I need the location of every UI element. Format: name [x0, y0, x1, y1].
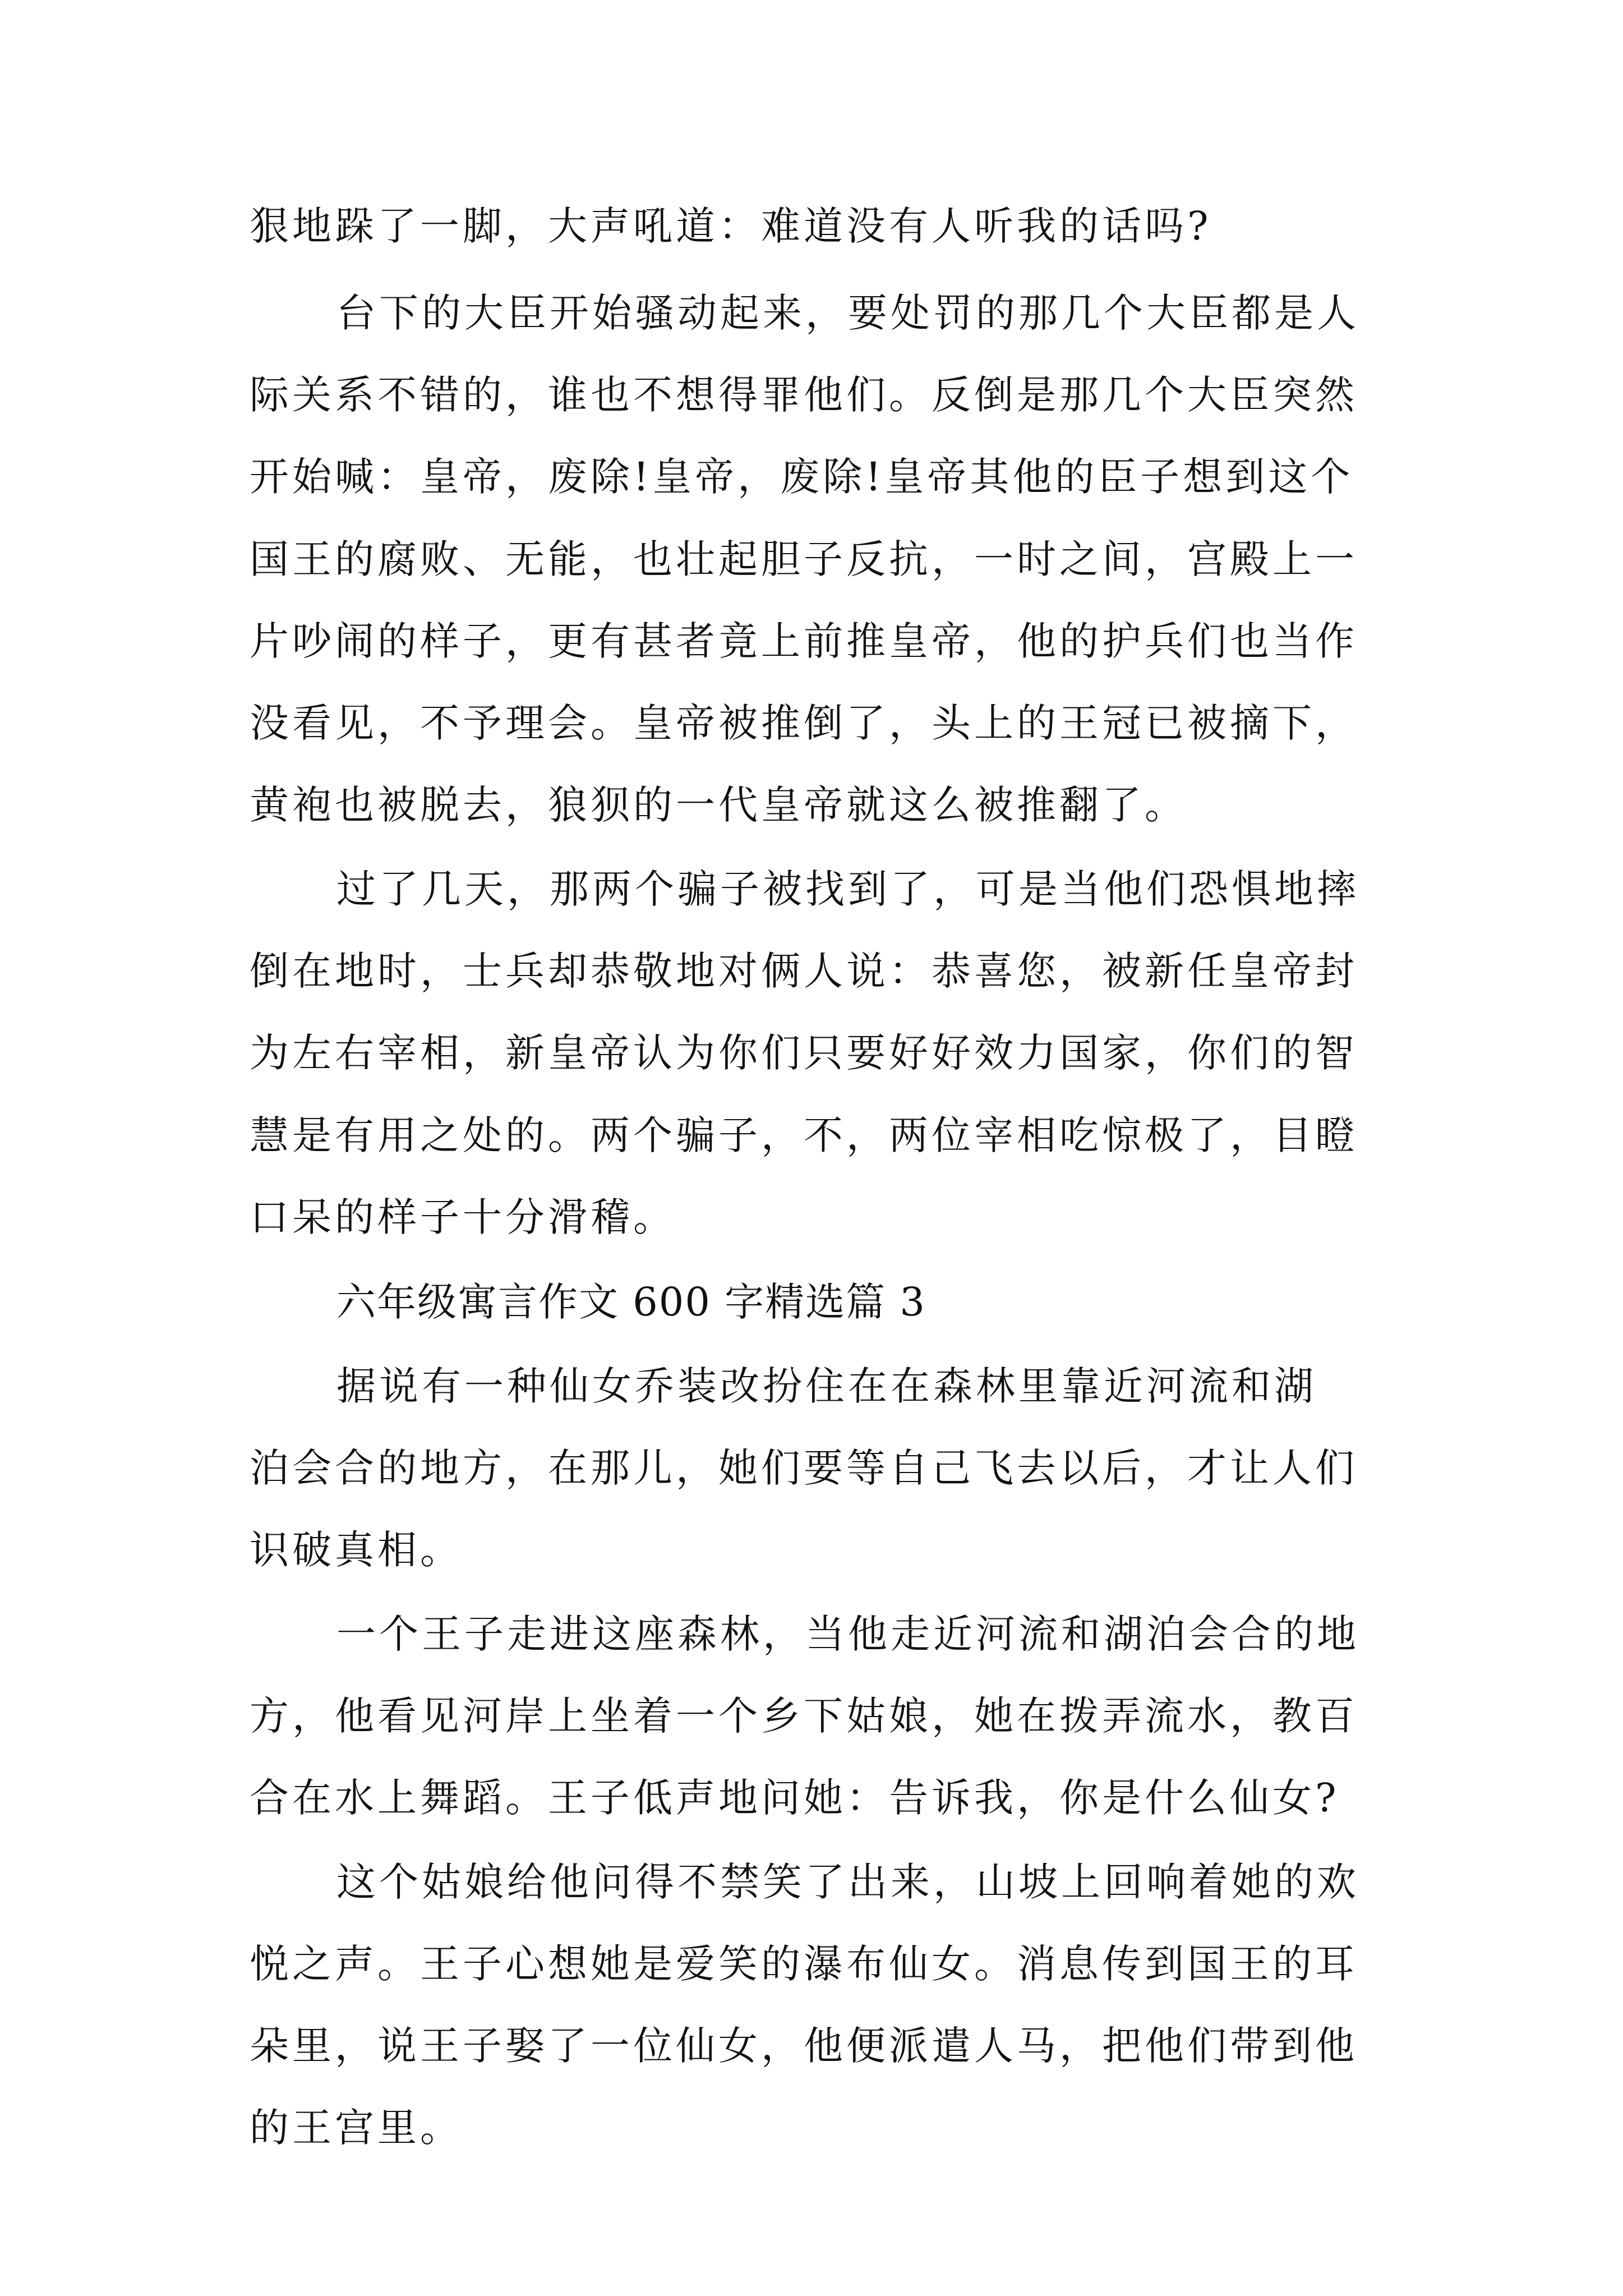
- text-line: 没看见，不予理会。皇帝被推倒了，头上的王冠已被摘下，: [250, 700, 1358, 746]
- text-line: 口呆的样子十分滑稽。: [250, 1194, 676, 1240]
- text-line: 片吵闹的样子，更有甚者竟上前推皇帝，他的护兵们也当作: [250, 618, 1358, 664]
- text-line: 识破真相。: [250, 1527, 463, 1573]
- text-line: 为左右宰相，新皇帝认为你们只要好好效力国家，你们的智: [250, 1030, 1358, 1076]
- text-line: 际关系不错的，谁也不想得罪他们。反倒是那几个大臣突然: [250, 372, 1358, 418]
- text-line: 慧是有用之处的。两个骗子，不，两位宰相吃惊极了，目瞪: [250, 1112, 1358, 1158]
- text-line: 泊会合的地方，在那儿，她们要等自己飞去以后，才让人们: [250, 1445, 1358, 1491]
- paragraph-first-line: 过了几天，那两个骗子被找到了，可是当他们恐惧地摔: [336, 866, 1359, 912]
- text-line: 黄袍也被脱去，狼狈的一代皇帝就这么被推翻了。: [250, 782, 1187, 828]
- section-heading: 六年级寓言作文 600 字精选篇 3: [336, 1279, 926, 1325]
- text-line: 国王的腐败、无能，也壮起胆子反抗，一时之间，宫殿上一: [250, 536, 1358, 582]
- text-line: 朵里，说王子娶了一位仙女，他便派遣人马，把他们带到他: [250, 2023, 1358, 2069]
- text-line: 开始喊：皇帝，废除!皇帝，废除!皇帝其他的臣子想到这个: [250, 454, 1354, 500]
- text-line: 倒在地时，士兵却恭敬地对俩人说：恭喜您，被新任皇帝封: [250, 948, 1358, 994]
- text-line: 合在水上舞蹈。王子低声地问她：告诉我，你是什么仙女?: [250, 1775, 1340, 1821]
- paragraph-first-line: 这个姑娘给他问得不禁笑了出来，山坡上回响着她的欢: [336, 1859, 1359, 1905]
- text-line: 的王宫里。: [250, 2105, 463, 2151]
- paragraph-first-line: 台下的大臣开始骚动起来，要处罚的那几个大臣都是人: [336, 290, 1359, 336]
- paragraph-first-line: 一个王子走进这座森林，当他走近河流和湖泊会合的地: [336, 1611, 1359, 1657]
- text-line: 悦之声。王子心想她是爱笑的瀑布仙女。消息传到国王的耳: [250, 1941, 1358, 1987]
- paragraph-first-line: 据说有一种仙女乔装改扮住在在森林里靠近河流和湖: [336, 1363, 1317, 1409]
- text-line: 方，他看见河岸上坐着一个乡下姑娘，她在拨弄流水，教百: [250, 1693, 1358, 1739]
- text-line: 狠地跺了一脚，大声吼道：难道没有人听我的话吗?: [250, 203, 1212, 249]
